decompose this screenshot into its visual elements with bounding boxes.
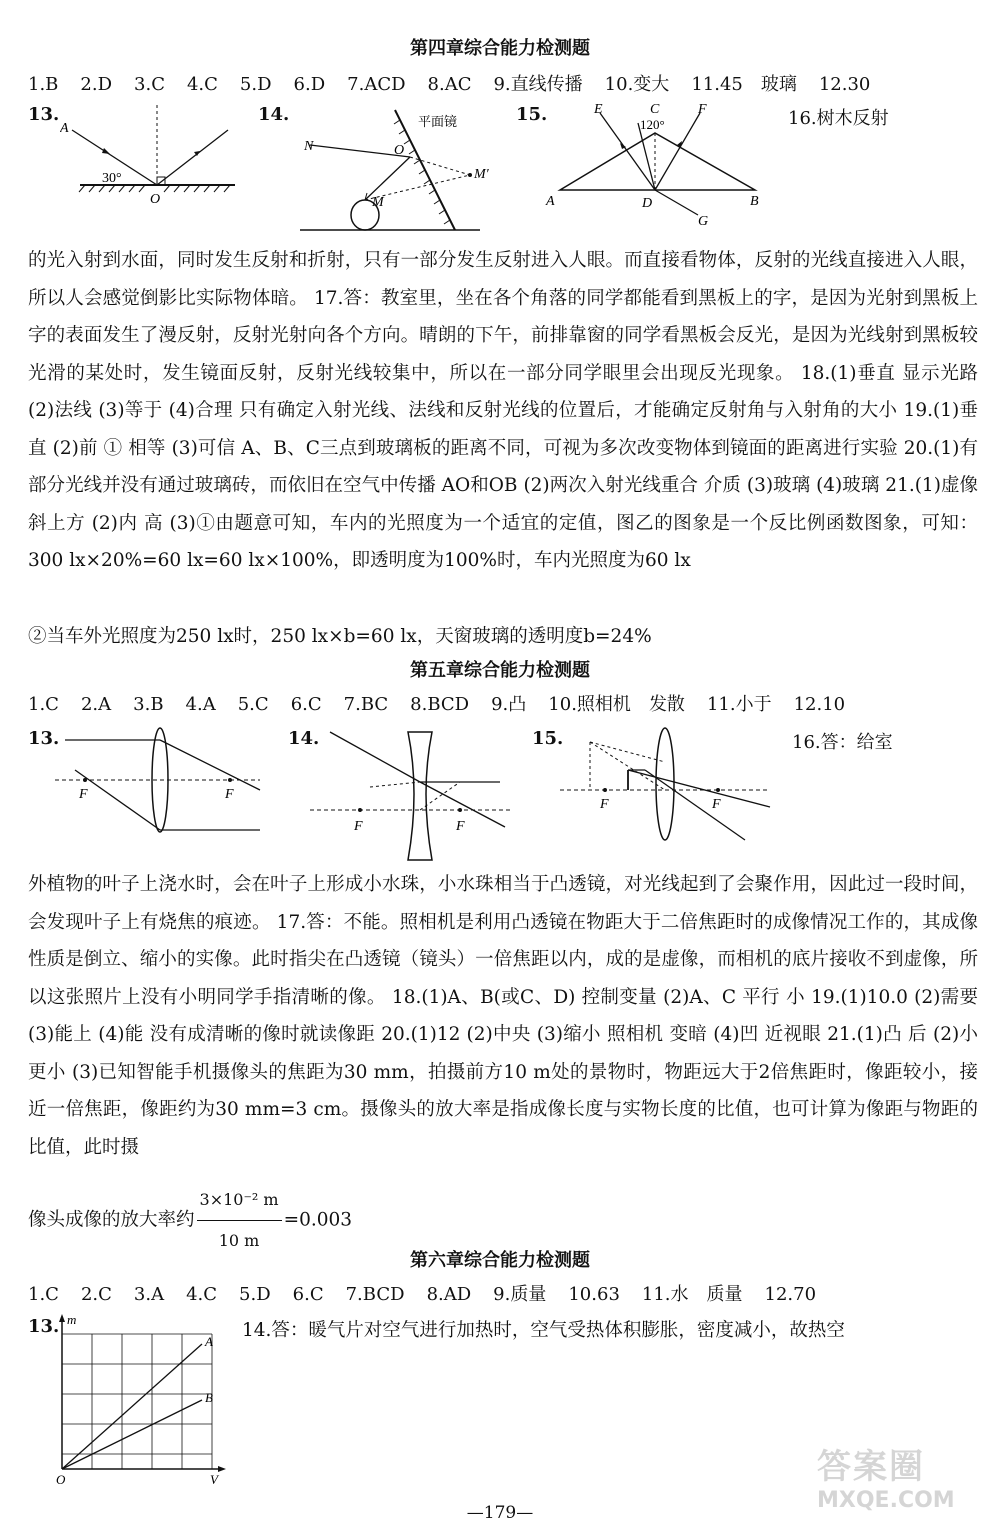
svg-text:A: A bbox=[205, 1334, 213, 1349]
ch4-q14-label: 14. bbox=[258, 104, 290, 125]
svg-text:F: F bbox=[354, 819, 363, 834]
svg-text:C: C bbox=[650, 102, 660, 117]
ch4-paragraph-2: ②当车外光照度为250 lx时，250 lx×b=60 lx，天窗玻璃的透明度b=24% bbox=[28, 626, 652, 647]
ch4-fig14-plane-mirror bbox=[290, 100, 510, 235]
svg-text:30°: 30° bbox=[102, 171, 122, 186]
svg-text:G: G bbox=[698, 214, 709, 229]
ch5-q14-label: 14. bbox=[288, 728, 320, 749]
ch4-q16-head: 16.树木反射 bbox=[788, 108, 889, 129]
ch5-paragraph: 外植物的叶子上浇水时，会在叶子上形成小水珠，小水珠相当于凸透镜，对光线起到了会聚作用，因此过一段时间，会发现叶子上有烧焦的痕迹。 17.答：不能。照相机是利用凸透镜在物距大于二倍焦距时的成像情况工作的，其成像性质是倒立、缩小的实像。此时指尖在凸透镜（镜头）一倍焦距以内，成的是虚像，而相机的底片接收不到虚像，所以这张照片上没有小明同学手指清晰的像。 18.(1)A、B(或C、D) 控制变量 (2)A、C 平行 小 19.(1)10.0 (2)需要 (3)能上 (4)能 没有成清晰的像时就读像距 20.(1)12 (2)中央 (3)缩小 照相机 变暗 (4)凹 近视眼 21.(1)凸 后 (2)小 更小 (3)已知智能手机摄像头的焦距为30 mm，拍摄前方10 m处的景物时，物距远大于2倍焦距时，像距较小，接近一倍焦距，像距约为30 mm=3 cm。摄像头的放大率是指成像长度与实物长度的比值，也可计算为像距与物距的比值，此时摄 bbox=[28, 874, 978, 1158]
svg-text:B: B bbox=[750, 194, 759, 209]
ch5-q15-label: 15. bbox=[532, 728, 564, 749]
svg-text:平面镜: 平面镜 bbox=[418, 114, 458, 129]
svg-text:O: O bbox=[150, 192, 161, 207]
magnification-fraction: $\frac{\text{3×10⁻² m}}{10 m}$ bbox=[197, 1180, 282, 1261]
ch4-fig13-reflection bbox=[60, 100, 240, 215]
ch5-title: 第五章综合能力检测题 bbox=[410, 660, 590, 681]
ch5-q16-head: 16.答：给室 bbox=[792, 732, 893, 753]
ch6-answer-row: 1.C 2.C 3.A 4.C 5.D 6.C 7.BCD 8.AD 9.质量 10.63 11.水 质量 12.70 bbox=[28, 1284, 817, 1305]
svg-text:A: A bbox=[546, 194, 555, 209]
svg-text:M′: M′ bbox=[474, 167, 489, 182]
svg-text:B: B bbox=[205, 1390, 213, 1405]
svg-text:E: E bbox=[594, 102, 603, 117]
ch4-title: 第四章综合能力检测题 bbox=[410, 38, 590, 59]
page-number: —179— bbox=[466, 1503, 534, 1523]
ch5-fig14-concave-lens bbox=[310, 722, 520, 867]
ch4-answer-row: 1.B 2.D 3.C 4.C 5.D 6.D 7.ACD 8.AC 9.直线传播 10.变大 11.45 玻璃 12.30 bbox=[28, 74, 871, 95]
svg-text:F: F bbox=[79, 787, 88, 802]
ch5-fig13-convex-lens bbox=[55, 722, 270, 842]
svg-text:F: F bbox=[712, 797, 721, 812]
ch6-q14-answer: 14.答：暖气片对空气进行加热时，空气受热体积膨胀，密度减小，故热空 bbox=[242, 1320, 845, 1341]
svg-text:D: D bbox=[642, 196, 653, 211]
svg-text:V: V bbox=[210, 1472, 218, 1487]
ch4-paragraph: 的光入射到水面，同时发生反射和折射，只有一部分发生反射进入人眼。而直接看物体，反射的光线直接进入人眼，所以人会感觉倒影比实际物体暗。 17.答：教室里，坐在各个角落的同学都能看到黑板上的字，是因为光射到黑板上字的表面发生了漫反射，反射光射向各个方向。晴朗的下午，前排靠窗的同学看黑板会反光，是因为光线射到黑板较光滑的某处时，发生镜面反射，反射光线较集中，所以在一部分同学眼里会出现反光现象。 18.(1)垂直 显示光路 (2)法线 (3)等于 (4)合理 只有确定入射光线、法线和反射光线的位置后，才能确定反射角与入射角的大小 19.(1)垂直 (2)前 ① 相等 (3)可信 A、B、C三点到玻璃板的距离不同，可视为多次改变物体到镜面的距离进行实验 20.(1)有部分光线并没有通过玻璃砖，而依旧在空气中传播 AO和OB (2)两次入射光线重合 介质 (3)玻璃 (4)玻璃 21.(1)虚像 斜上方 (2)内 高 (3)①由题意可知，车内的光照度为一个适宜的定值，图乙的图象是一个反比例函数图象，可知：300 lx×20%=60 lx=60 lx×100%，即透明度为100%时，车内光照度为60 lx bbox=[28, 250, 978, 571]
ch5-q13-label: 13. bbox=[28, 728, 60, 749]
svg-text:N: N bbox=[304, 139, 314, 154]
svg-text:O: O bbox=[56, 1472, 66, 1487]
ch4-q13-label: 13. bbox=[28, 104, 60, 125]
svg-text:F: F bbox=[456, 819, 465, 834]
ch6-title: 第六章综合能力检测题 bbox=[410, 1250, 590, 1271]
svg-text:M: M bbox=[372, 195, 384, 210]
ch4-q15-label: 15. bbox=[516, 104, 548, 125]
svg-text:A: A bbox=[60, 121, 69, 136]
ch5-fig15-virtual-image bbox=[560, 722, 780, 847]
svg-text:F: F bbox=[225, 787, 234, 802]
svg-text:F: F bbox=[600, 797, 609, 812]
svg-text:O: O bbox=[394, 143, 405, 158]
ch5-paragraph-end: 像头成像的放大率约 $\frac{\text{3×10⁻² m}}{10 m}$ =0.003 bbox=[28, 1180, 978, 1261]
watermark-logo: 答案圈 MXQE.COM bbox=[817, 1447, 955, 1513]
svg-text:F: F bbox=[698, 102, 707, 117]
ch5-answer-row: 1.C 2.A 3.B 4.A 5.C 6.C 7.BC 8.BCD 9.凸 10.照相机 发散 11.小于 12.10 bbox=[28, 694, 846, 715]
ch4-fig15-prism bbox=[540, 95, 770, 230]
ch6-q13-label: 13. bbox=[28, 1316, 60, 1337]
svg-text:m: m bbox=[67, 1312, 77, 1327]
ch6-fig13-m-v-graph bbox=[50, 1312, 235, 1487]
svg-text:120°: 120° bbox=[640, 117, 665, 132]
